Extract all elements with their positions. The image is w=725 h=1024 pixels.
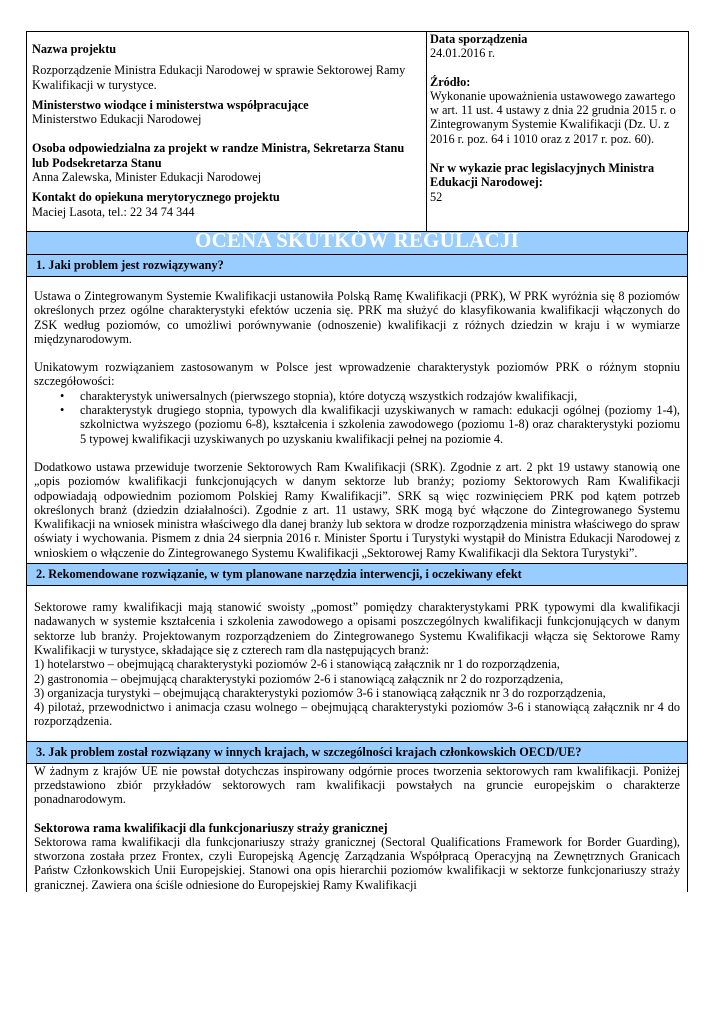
section-3-paragraph-1: W żadnym z krajów UE nie powstał dotychczas inspirowany odgórnie proces tworzenia sektorowych ram kwalifikacji. Poniżej przedstawiono zbiór przykładów sektorowych ram kwalifikacji powstałych na gruncie europejskim o charakterze ponadnarodowym.	[34, 763, 680, 807]
bullet-icon: •	[60, 388, 65, 403]
ocena-banner	[26, 227, 688, 255]
header-right-cell	[427, 32, 689, 232]
section-1-body	[26, 277, 688, 564]
section-2-paragraph-1: Sektorowe ramy kwalifikacji mają stanowić swoisty „pomost” pomiędzy charakterystykami PRK typowymi dla kwalifikacji nadawanych w systemie kształcenia i szkolenia zawodowego a opisami poszczególnych kwalifikacji funkcjonujących w danym sektorze lub branży. Projektowanym rozporządzeniem do Zintegrowanego Systemu Kwalifikacji włącza się Sektorowe Ramy Kwalifikacji w turystyce, składające się z czterech ram dla następujących branż:	[34, 600, 680, 657]
source-label: Źródło:	[430, 74, 471, 89]
list-label: Nr w wykazie prac legislacyjnych Ministra Edukacji Narodowej:	[430, 161, 655, 190]
project-name: Rozporządzenie Ministra Edukacji Narodowej w sprawie Sektorowej Ramy Kwalifikacji w turystyce.	[32, 63, 406, 92]
section-2-item: 2) gastronomia – obejmującą charakterystyki poziomów 2-6 i stanowiącą załącznik nr 2 do rozporządzenia,	[34, 671, 564, 686]
section-1-paragraph-2: Unikatowym rozwiązaniem zastosowanym w Polsce jest wprowadzenie charakterystyk poziomów PRK o różnym stopniu szczegółowości:	[34, 360, 680, 389]
project-name-label: Nazwa projektu	[32, 42, 117, 56]
header-left-cell	[27, 32, 427, 232]
section-3-body	[26, 764, 688, 892]
date: 24.01.2016 r.	[430, 46, 495, 61]
section-3-subheading: Sektorowa rama kwalifikacji dla funkcjonariuszy straży granicznej	[34, 820, 388, 835]
section-2-item: 3) organizacja turystyki – obejmującą charakterystyki poziomów 3-6 i stanowiącą załącznik nr 3 do rozporządzenia,	[34, 685, 606, 700]
date-label: Data sporządzenia	[430, 32, 528, 46]
header-table	[26, 31, 689, 232]
contact: Maciej Lasota, tel.: 22 34 74 344	[32, 204, 195, 219]
banner-title: OCENA SKUTKÓW REGULACJI	[195, 227, 519, 252]
section-2-item: 1) hotelarstwo – obejmującą charakterystyki poziomów 2-6 i stanowiącą załącznik nr 1 do rozporządzenia,	[34, 657, 560, 672]
bullet-item: • charakterystyk drugiego stopnia, typowych dla kwalifikacji uzyskiwanych w ramach: edukacji ogólnej (poziomy 1-4), szkolnictwa wyższego (poziomu 6-8), kształcenia i szkolenia zawodowego (poziomu 1-8) oraz charakterystyki poziomu 5 typowej kwalifikacji uzyskiwanych po uzyskaniu kwalifikacji pełnej na poziomie 4.	[60, 403, 680, 446]
responsible-label: Osoba odpowiedzialna za projekt w randze Ministra, Sekretarza Stanu lub Podsekretarza Stanu	[32, 141, 405, 170]
section-2-item: 4) pilotaż, przewodnictwo i animacja czasu wolnego – obejmującą charakterystyki poziomów 3-6 i stanowiącą załącznik nr 4 do rozporządzenia.	[34, 700, 680, 729]
bullet-icon: •	[60, 403, 65, 418]
section-1-paragraph-3: Dodatkowo ustawa przewiduje tworzenie Sektorowych Ram Kwalifikacji (SRK). Zgodnie z art. 2 pkt 19 ustawy stanowią one „opis poziomów kwalifikacji funkcjonujących w danym sektorze lub branży; poziomy Sektorowych Ram Kwalifikacji odpowiadają odpowiednim poziomom Polskiej Ramy Kwalifikacji”. SRK są więc rozwinięciem PRK pod kątem potrzeb określonych branż (dziedzin działalności). Zgodnie z art. 11 ustawy, SRK mogą być włączone do Zintegrowanego Systemu Kwalifikacji na wniosek ministra właściwego dla danej branży lub sektora w drodze rozporządzenia ministra właściwego do spraw oświaty i wychowania. Pismem z dnia 24 sierpnia 2016 r. Minister Sportu i Turystyki wystąpił do Ministra Edukacji Narodowej z wnioskiem o włączenie do Zintegrowanego Systemu Kwalifikacji „Sektorowej Ramy Kwalifikacji dla Sektora Turystyki”.	[34, 459, 680, 560]
section-3-heading: 3. Jak problem został rozwiązany w innych krajach, w szczególności krajach członkowskich OECD/UE?	[26, 742, 688, 764]
contact-label: Kontakt do opiekuna merytorycznego projektu	[32, 190, 280, 205]
section-1-bullet-list	[34, 389, 680, 446]
list-number: 52	[430, 189, 443, 204]
section-3-paragraph-2: Sektorowa rama kwalifikacji dla funkcjonariuszy straży granicznej (Sectoral Qualifications Framework for Border Guarding), stworzona została przez Frontex, czyli Europejską Agencję Zarządzania Współpracą Operacyjną na Zewnętrznych Granicach Państw Członkowskich Unii Europejskiej. Stanowi ona opis hierarchii poziomów kwalifikacji w sektorze funkcjonariuszy straży granicznej. Zawiera ona ściśle odniesione do Europejskiej Ramy Kwalifikacji	[34, 834, 680, 892]
ministry: Ministerstwo Edukacji Narodowej	[32, 112, 202, 127]
bullet-item: • charakterystyk uniwersalnych (pierwszego stopnia), które dotyczą wszystkich rodzajów kwalifikacji,	[60, 388, 578, 403]
section-1-heading: 1. Jaki problem jest rozwiązywany?	[26, 255, 688, 277]
responsible: Anna Zalewska, Minister Edukacji Narodowej	[32, 170, 262, 185]
section-2-body	[26, 586, 688, 742]
section-1-paragraph-1: Ustawa o Zintegrowanym Systemie Kwalifikacji ustanowiła Polską Ramę Kwalifikacji (PRK), W PRK wyróżnia się 8 poziomów określonych przez ogólne charakterystyki efektów uczenia się. PRK ma służyć do klasyfikowania kwalifikacji włączonych do ZSK według poziomów, co umożliwi porównywanie (odnoszenie) kwalifikacji z różnych dziedzin w kraju i w wymiarze międzynarodowym.	[34, 288, 680, 346]
source: Wykonanie upoważnienia ustawowego zawartego w art. 11 ust. 4 ustawy z dnia 22 grudnia 2015 r. o Zintegrowanym Systemie Kwalifikacji (Dz. U. z 2016 r. poz. 64 i 1010 oraz z 2017 r. poz. 60).	[430, 88, 676, 146]
section-2-heading: 2. Rekomendowane rozwiązanie, w tym planowane narzędzia interwencji, i oczekiwany efekt	[26, 564, 688, 586]
document-page	[26, 31, 688, 892]
ministry-label: Ministerstwo wiodące i ministerstwa współpracujące	[32, 97, 309, 112]
